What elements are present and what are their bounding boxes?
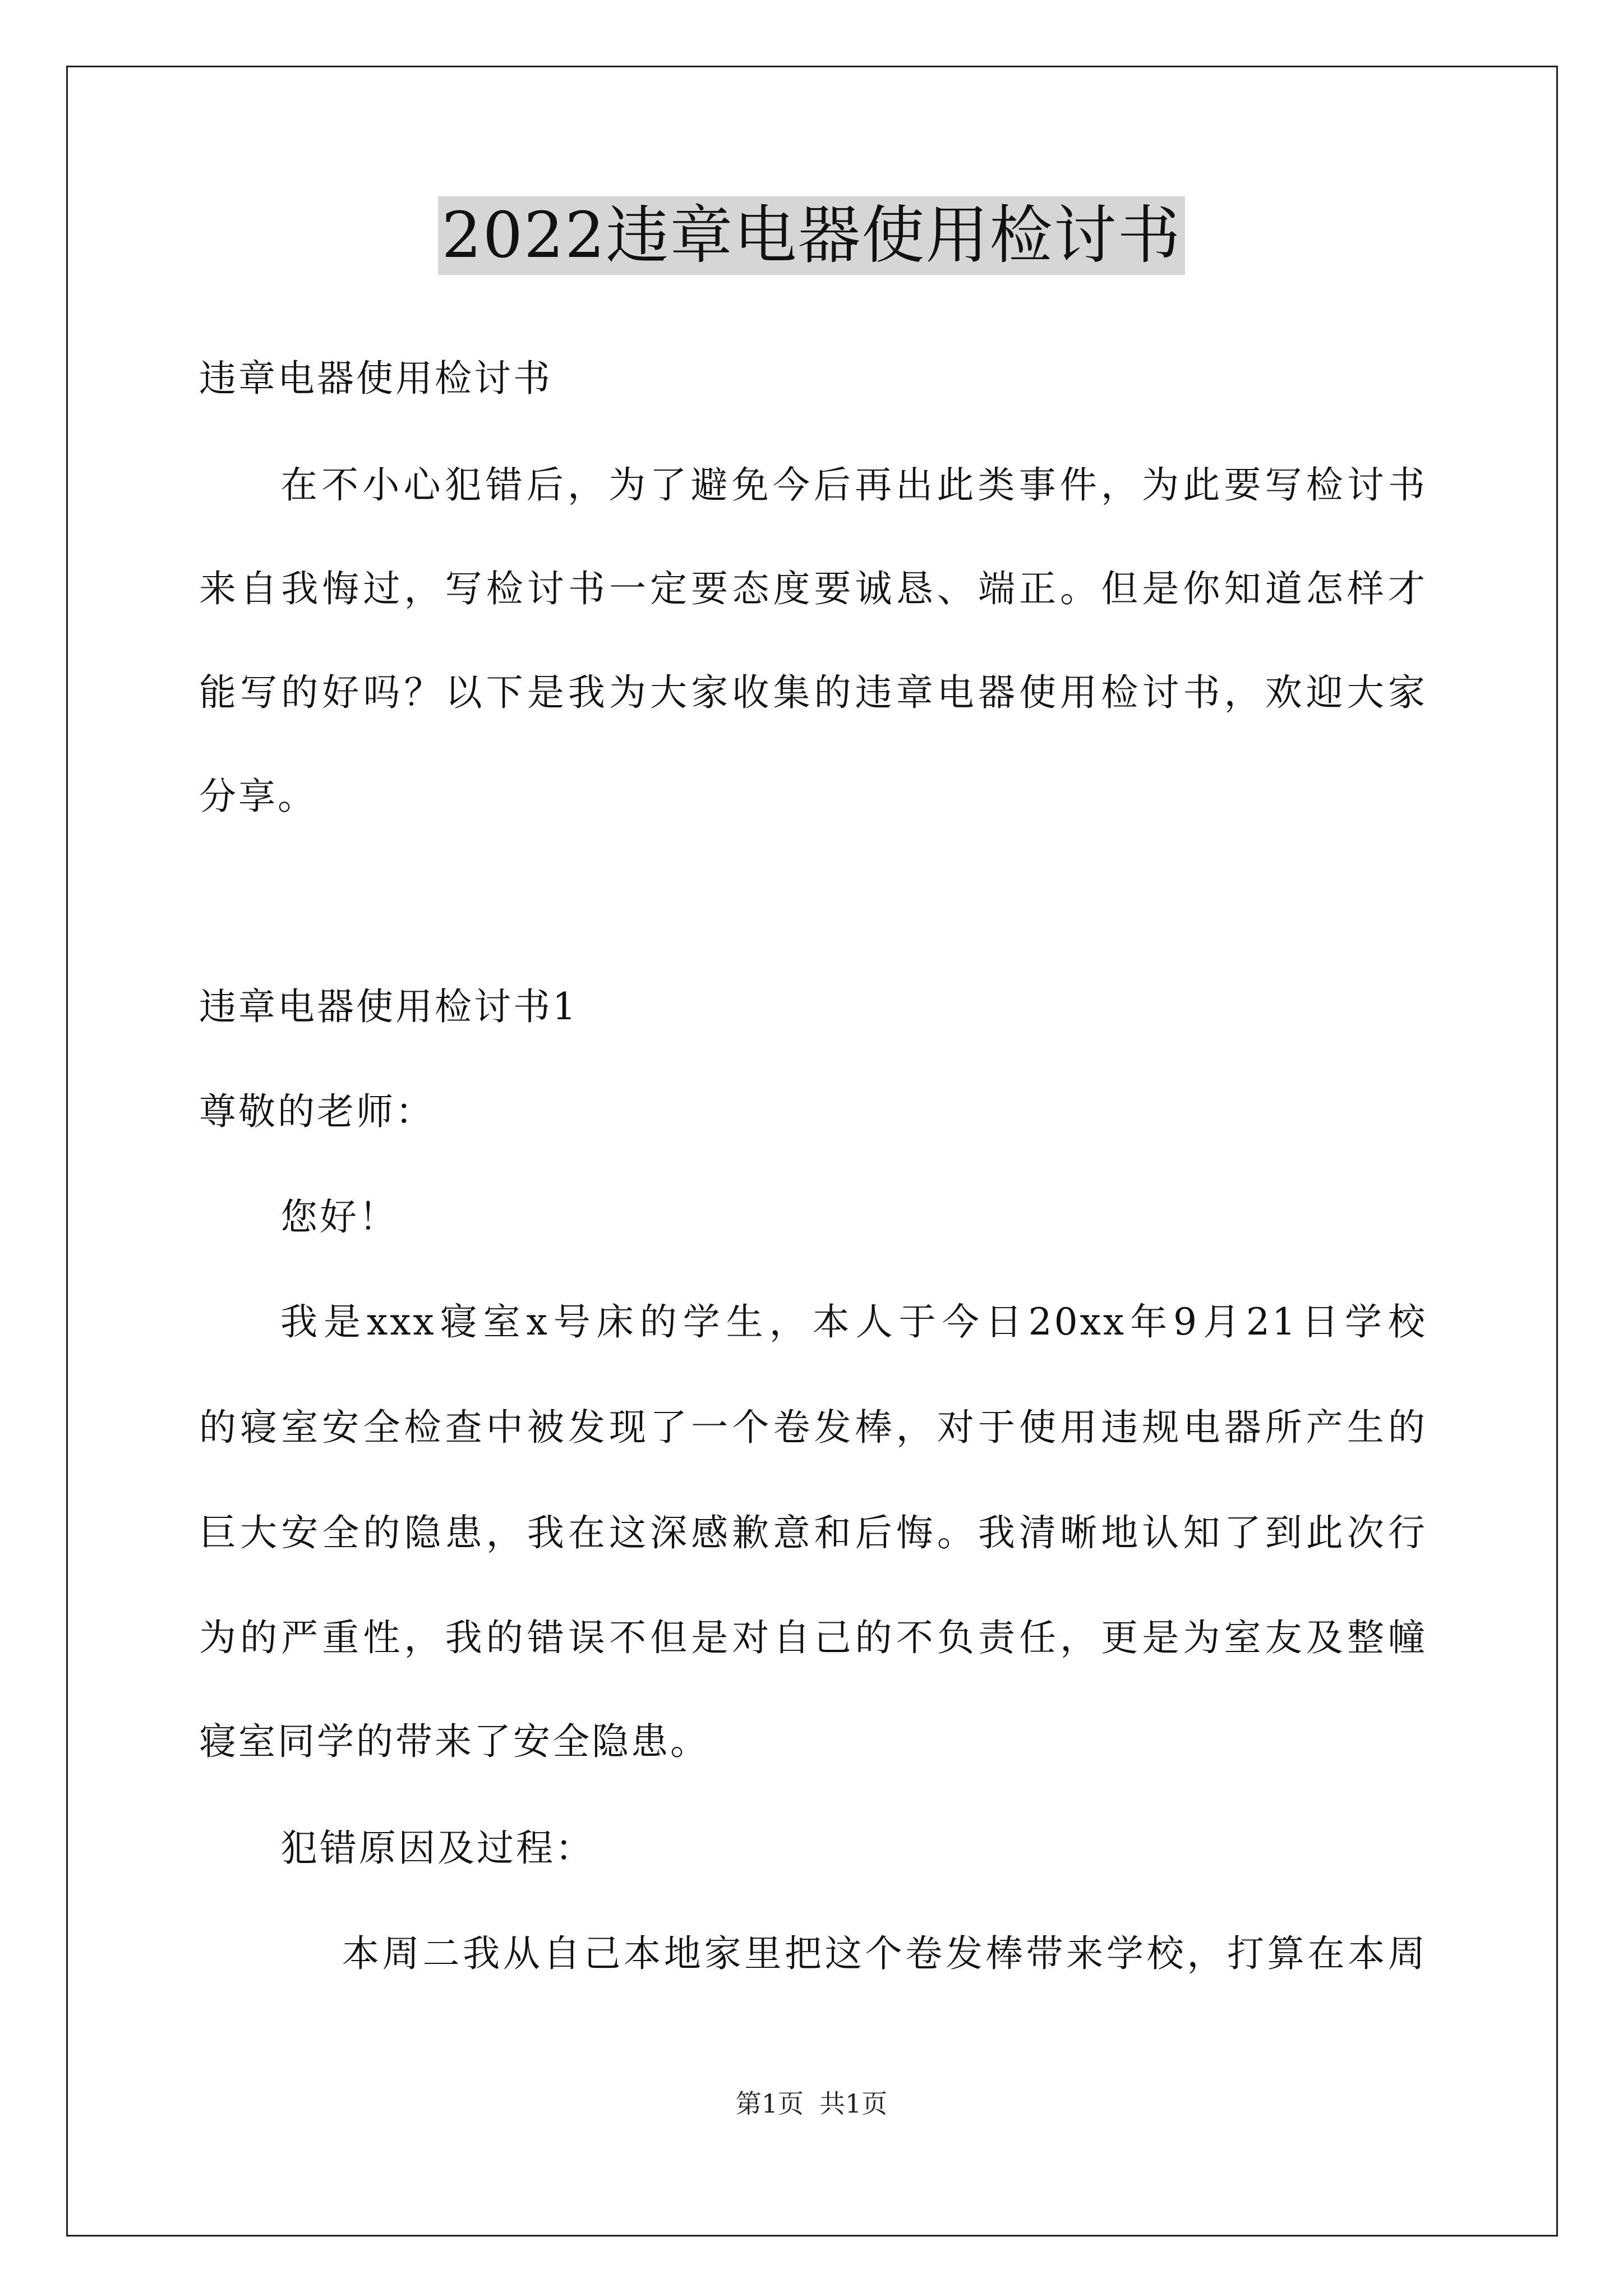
- paragraph-line: 分享。: [199, 775, 317, 818]
- paragraph-line: 的寝室安全检查中被发现了一个卷发棒，对于使用违规电器所产生的: [199, 1406, 1427, 1449]
- paragraph-line: 来自我悔过，写检讨书一定要态度要诚恳、端正。但是你知道怎样才: [199, 567, 1427, 610]
- paragraph-line: 在不小心犯错后，为了避免今后再出此类事件，为此要写检讨书: [280, 463, 1427, 507]
- title-wrap: [0, 196, 1623, 275]
- paragraph-line: 能写的好吗？以下是我为大家收集的违章电器使用检讨书，欢迎大家: [199, 671, 1427, 714]
- paragraph-line: 本周二我从自己本地家里把这个卷发棒带来学校，打算在本周: [342, 1932, 1427, 1975]
- document-title: 2022违章电器使用检讨书: [438, 196, 1184, 275]
- salutation: 尊敬的老师：: [199, 1090, 435, 1133]
- paragraph-line: 巨大安全的隐患，我在这深感歉意和后悔。我清晰地认知了到此次行: [199, 1511, 1427, 1554]
- page-number: 第1页: [735, 2088, 804, 2119]
- section-heading: 违章电器使用检讨书1: [199, 985, 578, 1028]
- page-footer: [0, 2087, 1623, 2120]
- section-heading: 违章电器使用检讨书: [199, 357, 552, 400]
- paragraph-line: 为的严重性，我的错误不但是对自己的不负责任，更是为室友及整幢: [199, 1616, 1427, 1659]
- greeting: 您好！: [280, 1195, 398, 1239]
- paragraph-line: 我是xxx寝室x号床的学生，本人于今日20xx年9月21日学校: [280, 1300, 1427, 1343]
- subheading: 犯错原因及过程：: [280, 1826, 594, 1870]
- page-total: 共1页: [819, 2088, 888, 2119]
- paragraph-line: 寝室同学的带来了安全隐患。: [199, 1720, 709, 1763]
